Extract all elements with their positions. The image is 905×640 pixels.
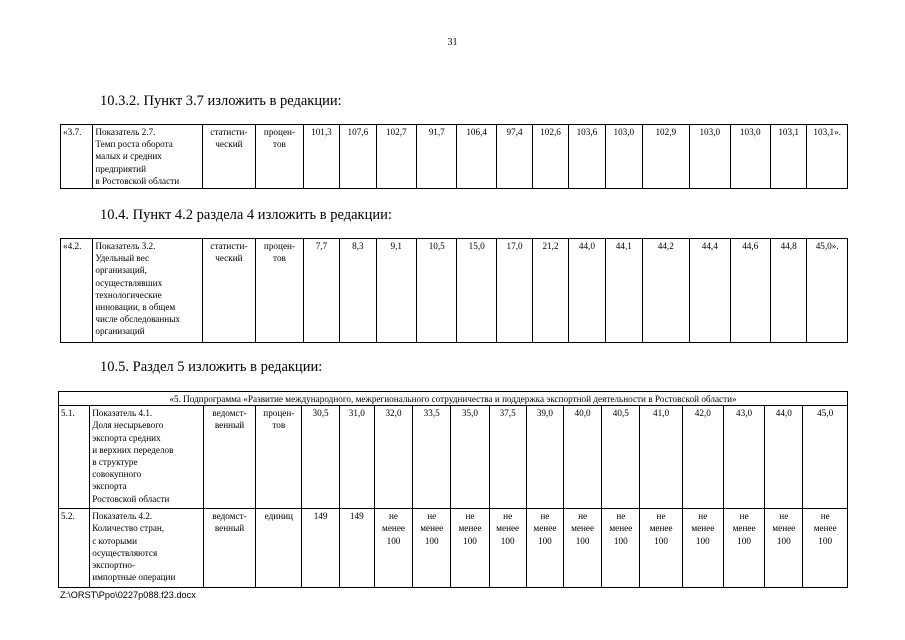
year-value: 33,5: [413, 406, 451, 509]
row-code: «3.7.: [61, 125, 93, 189]
indicator-unit: процен- тов: [256, 125, 304, 189]
indicator-row: [61, 125, 848, 189]
year-value: не менее 100: [526, 509, 563, 588]
year-value: 32,0: [374, 406, 412, 509]
subprogram-title: «5. Подпрограмма «Развитие международного, межрегионального сотрудничества и поддержка экспортной деятельности в Ростовской области»: [59, 392, 848, 406]
page-number: 31: [447, 37, 458, 48]
indicator-row: [59, 406, 848, 509]
year-value: 44,0: [765, 406, 803, 509]
year-value: не менее 100: [803, 509, 848, 588]
row-code: 5.2.: [59, 509, 90, 588]
section-heading-3-7: 10.3.2. Пункт 3.7 изложить в редакции:: [100, 93, 342, 109]
year-value: 97,4: [496, 125, 532, 189]
year-value: 44,6: [730, 239, 770, 343]
year-value: 149: [339, 509, 374, 588]
indicator-table-4-2: [60, 238, 848, 343]
indicator-name: Показатель 2.7. Темп роста оборота малых и средних предприятий в Ростовской области: [93, 125, 202, 189]
year-value: 10,5: [417, 239, 457, 343]
year-value: 7,7: [303, 239, 339, 343]
year-value: 91,7: [417, 125, 457, 189]
year-value: не менее 100: [489, 509, 526, 588]
year-value: 44,8: [770, 239, 806, 343]
indicator-unit: процен- тов: [256, 406, 302, 509]
year-value: 102,9: [642, 125, 690, 189]
year-value: 103,0: [730, 125, 770, 189]
section-heading-5: 10.5. Раздел 5 изложить в редакции:: [100, 359, 323, 375]
year-value: 44,4: [690, 239, 730, 343]
year-value: 149: [302, 509, 339, 588]
year-value: 9,1: [376, 239, 416, 343]
indicator-name: Показатель 4.2. Количество стран, с которыми осуществляются экспортно- импортные операции: [90, 509, 204, 588]
year-value: не менее 100: [682, 509, 723, 588]
file-path-footer: Z:\ORST\Ppo\0227p088.f23.docx: [60, 590, 196, 600]
year-value: 44,1: [606, 239, 642, 343]
year-value: 40,0: [563, 406, 601, 509]
indicator-type: статисти- ческий: [202, 239, 256, 343]
year-value: 44,0: [568, 239, 605, 343]
year-value: 31,0: [339, 406, 374, 509]
year-value: 30,5: [302, 406, 339, 509]
year-value: не менее 100: [765, 509, 803, 588]
year-value: не менее 100: [640, 509, 682, 588]
year-value: 106,4: [457, 125, 496, 189]
indicator-row: [59, 509, 848, 588]
indicator-type: ведомст- венный: [203, 509, 255, 588]
year-value: 39,0: [526, 406, 563, 509]
indicator-row: [61, 239, 848, 343]
year-value: 45,0: [803, 406, 848, 509]
section-heading-4-2: 10.4. Пункт 4.2 раздела 4 изложить в редакции:: [100, 207, 392, 223]
year-value: 102,7: [376, 125, 416, 189]
year-value: 43,0: [723, 406, 764, 509]
year-value: не менее 100: [451, 509, 489, 588]
year-value: 42,0: [682, 406, 723, 509]
year-value: 21,2: [533, 239, 568, 343]
year-value: 15,0: [457, 239, 496, 343]
year-value: 107,6: [340, 125, 376, 189]
indicator-table-3-7: [60, 124, 848, 189]
indicator-type: ведомст- венный: [203, 406, 255, 509]
indicator-type: статисти- ческий: [202, 125, 256, 189]
year-value: 45,0».: [807, 239, 848, 343]
year-value: не менее 100: [413, 509, 451, 588]
year-value: 103,6: [568, 125, 605, 189]
year-value: 103,0: [690, 125, 730, 189]
indicator-table-5: [58, 391, 848, 588]
year-value: 8,3: [340, 239, 376, 343]
year-value: 101,3: [303, 125, 339, 189]
year-value: 44,2: [642, 239, 690, 343]
year-value: 102,6: [533, 125, 568, 189]
year-value: 103,1: [770, 125, 806, 189]
indicator-unit: процен- тов: [256, 239, 304, 343]
year-value: не менее 100: [563, 509, 601, 588]
year-value: 35,0: [451, 406, 489, 509]
row-code: 5.1.: [59, 406, 90, 509]
year-value: не менее 100: [602, 509, 640, 588]
year-value: не менее 100: [723, 509, 764, 588]
year-value: 41,0: [640, 406, 682, 509]
indicator-unit: единиц: [256, 509, 302, 588]
year-value: 103,1».: [807, 125, 848, 189]
year-value: 37,5: [489, 406, 526, 509]
year-value: 103,0: [606, 125, 642, 189]
row-code: «4.2.: [61, 239, 93, 343]
year-value: 40,5: [602, 406, 640, 509]
year-value: не менее 100: [374, 509, 412, 588]
year-value: 17,0: [496, 239, 532, 343]
indicator-name: Показатель 3.2. Удельный вес организаций, осуществлявших технологические инновации, в общем числе обследованных организаций: [93, 239, 202, 343]
indicator-name: Показатель 4.1. Доля несырьевого экспорта средних и верхних переделов в структуре совокупного экспорта Ростовской области: [90, 406, 204, 509]
